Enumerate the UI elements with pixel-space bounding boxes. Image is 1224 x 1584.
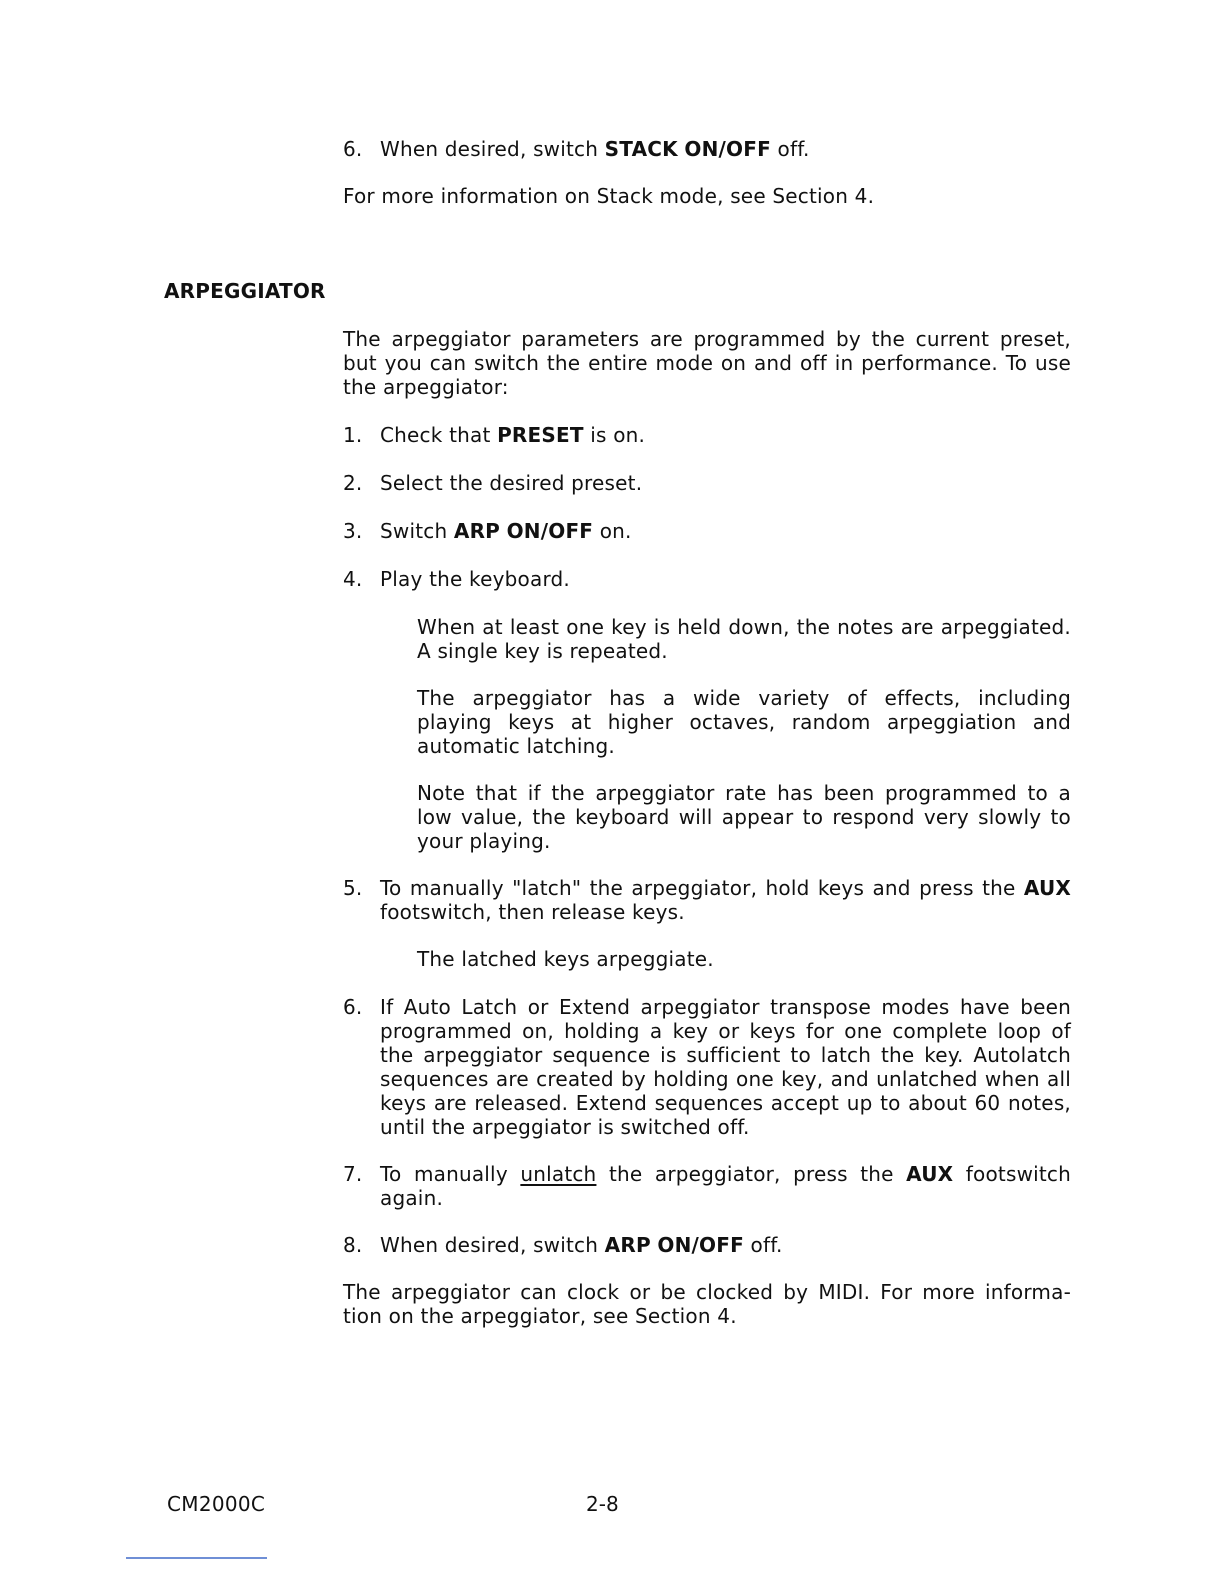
step-number: 6. [343,137,363,161]
text-line: but you can switch the entire mode on and off in performance. To use [343,351,1071,375]
sub-paragraph [417,781,1071,853]
section-heading: ARPEGGIATOR [164,279,326,303]
unlatch-word: unlatch [520,1162,597,1186]
text-line: again. [380,1186,443,1210]
step-number: 8. [343,1233,363,1257]
sub-paragraph [417,686,1071,758]
intro-paragraph [343,327,1071,399]
preset-label: PRESET [497,423,584,447]
on-off-label: ON/OFF [684,137,771,161]
on-off-label: ON/OFF [506,519,594,543]
sub-paragraph: The latched keys arpeggiate. [417,947,714,971]
text-line: playing keys at higher octaves, random arpeggiation and [417,710,1071,734]
step-number: 7. [343,1162,363,1186]
arp-label: ARP [604,1233,651,1257]
step-number: 4. [343,567,363,591]
step-text [380,995,1071,1139]
step-text: When desired, switch STACK ON/OFF off. [380,137,810,161]
step-text: When desired, switch ARP ON/OFF off. [380,1233,783,1257]
step-text [380,1162,1071,1210]
text-line: low value, the keyboard will appear to respond very slowly to [417,805,1071,829]
on-off-label: ON/OFF [657,1233,744,1257]
text-line: A single key is repeated. [417,639,668,663]
text-line: until the arpeggiator is switched off. [380,1115,750,1139]
text-line: When at least one key is held down, the notes are arpeggiated. [417,615,1071,639]
sub-paragraph [417,615,1071,663]
arp-label: ARP [453,519,501,543]
step-text: Play the keyboard. [380,567,570,591]
text-line: The arpeggiator has a wide variety of effects, including [417,686,1071,710]
step-text: Select the desired preset. [380,471,643,495]
text-line: programmed on, holding a key or keys for one complete loop of [380,1019,1071,1043]
step-text: Switch ARP ON/OFF on. [380,519,632,543]
text-line: automatic latching. [417,734,615,758]
step-number: 1. [343,423,363,447]
text-line: the arpeggiator sequence is sufficient to latch the key. Autolatch [380,1043,1071,1067]
text-line: tion on the arpeggiator, see Section 4. [343,1304,737,1328]
closing-paragraph [343,1280,1071,1328]
text-line: The arpeggiator can clock or be clocked by MIDI. For more informa- [343,1280,1071,1304]
text-line: your playing. [417,829,551,853]
text-line: If Auto Latch or Extend arpeggiator transpose modes have been [380,995,1071,1019]
step-number: 6. [343,995,363,1019]
text-line: the arpeggiator: [343,375,509,399]
step-text [380,876,1071,924]
page-number: 2-8 [586,1492,619,1516]
aux-label: AUX [1023,876,1071,900]
text-line: footswitch, then release keys. [380,900,685,924]
step-number: 5. [343,876,363,900]
text-line: Note that if the arpeggiator rate has been programmed to a [417,781,1071,805]
stack-label: STACK [604,137,678,161]
text-line: To manually "latch" the arpeggiator, hold keys and press the AUX [380,876,1071,900]
more-info-text: For more information on Stack mode, see Section 4. [343,184,875,208]
step-text: Check that PRESET is on. [380,423,646,447]
text-line: sequences are created by holding one key, and unlatched when all [380,1067,1071,1091]
aux-label: AUX [906,1162,954,1186]
footer-model: CM2000C [167,1492,266,1516]
step-number: 3. [343,519,363,543]
step-number: 2. [343,471,363,495]
text-line: To manually unlatch the arpeggiator, press the AUX footswitch [380,1162,1072,1186]
bottom-rule [126,1557,267,1559]
text-line: The arpeggiator parameters are programmed by the current preset, [343,327,1071,351]
text-line: keys are released. Extend sequences accept up to about 60 notes, [380,1091,1071,1115]
